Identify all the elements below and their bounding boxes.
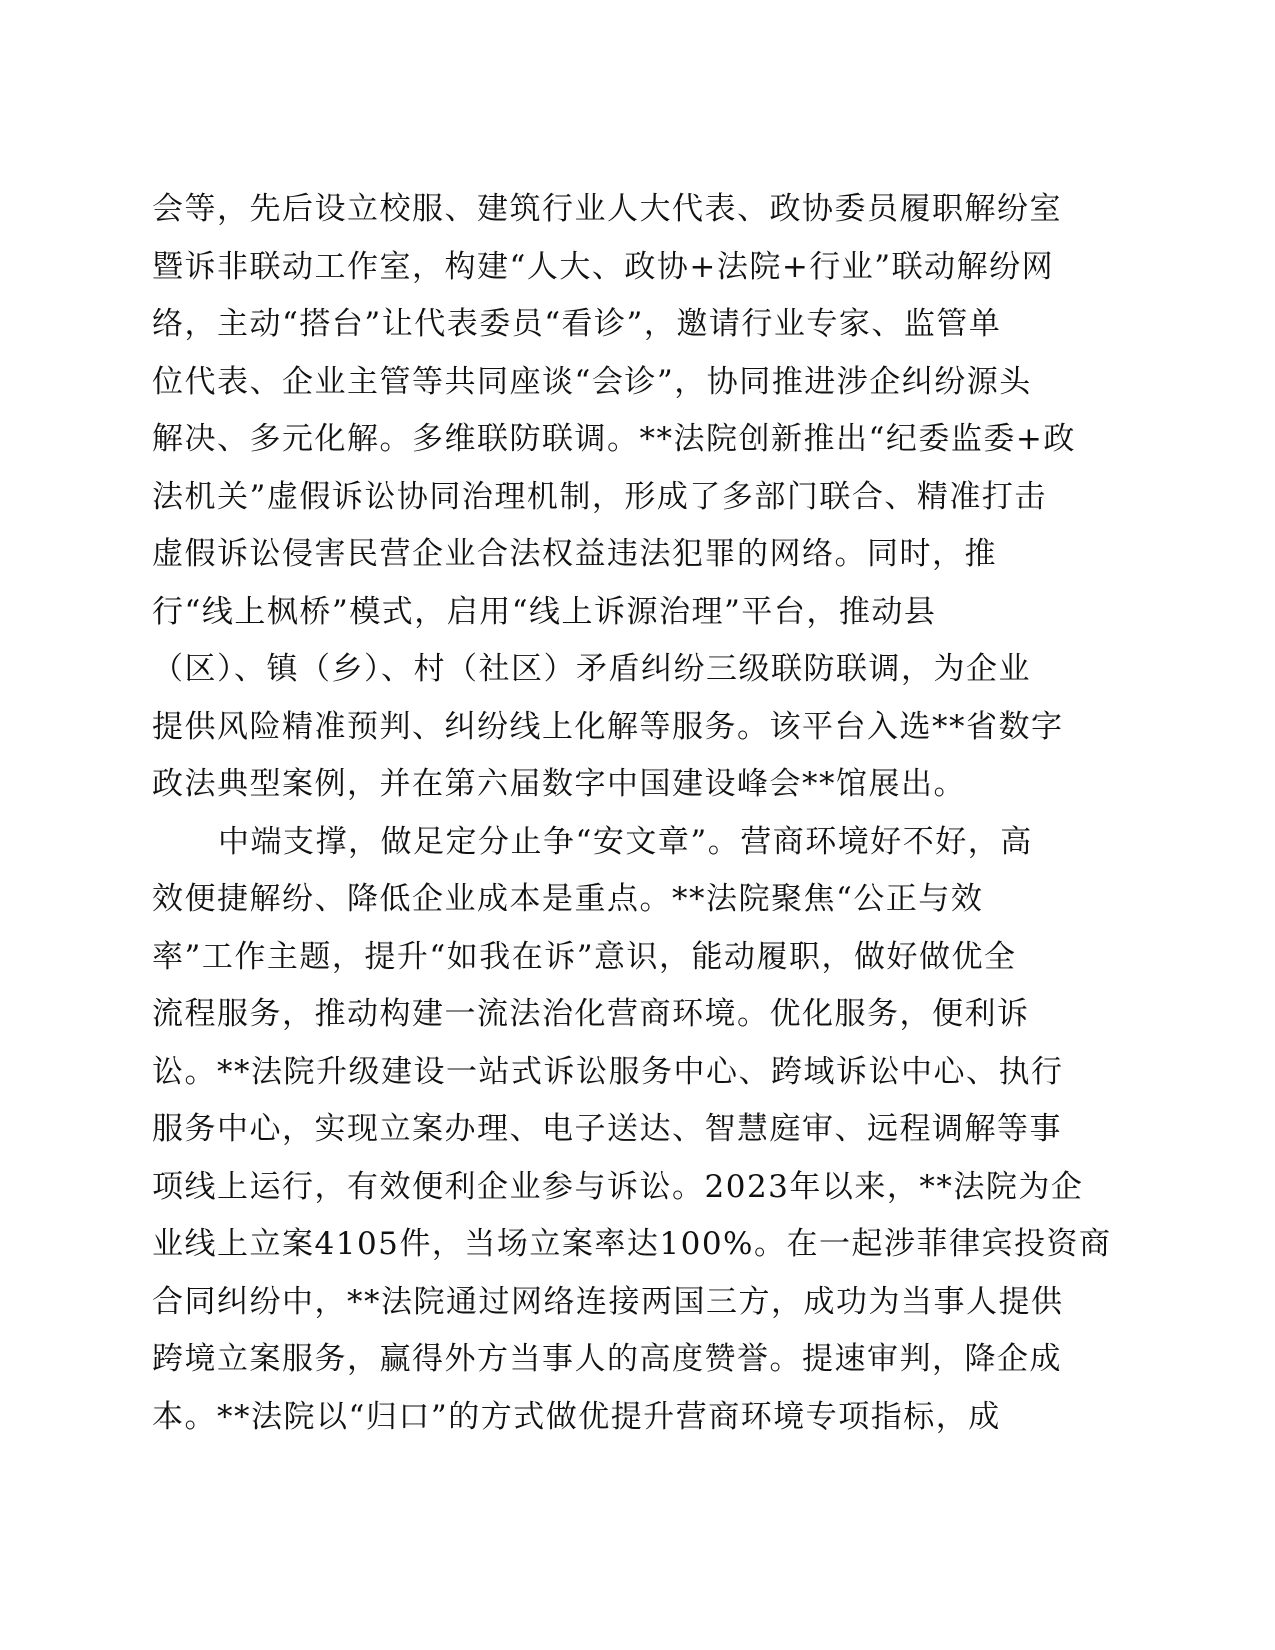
text-line: 提供风险精准预判、纠纷线上化解等服务。该平台入选**省数字 xyxy=(152,708,1064,745)
text-line: 行“线上枫桥”模式，启用“线上诉源治理”平台，推动县 xyxy=(152,593,937,630)
text-line: 流程服务，推动构建一流法治化营商环境。优化服务，便利诉 xyxy=(152,996,1030,1032)
text-line: 络，主动“搭台”让代表委员“看诊”，邀请行业专家、监管单 xyxy=(152,306,1002,342)
text-line: 项线上运行，有效便利企业参与诉讼。2023年以来，**法院为企 xyxy=(152,1168,1084,1205)
text-line: 合同纠纷中，**法院通过网络连接两国三方，成功为当事人提供 xyxy=(152,1283,1064,1320)
text-line: 率”工作主题，提升“如我在诉”意识，能动履职，做好做优全 xyxy=(152,938,1017,975)
text-line: （区）、镇（乡）、村（社区）矛盾纠纷三级联防联调，为企业 xyxy=(152,651,1031,687)
text-line: 服务中心，实现立案办理、电子送达、智慧庭审、远程调解等事 xyxy=(152,1111,1062,1147)
text-line: 本。**法院以“归口”的方式做优提升营商环境专项指标，成 xyxy=(152,1398,1001,1435)
text-line: 暨诉非联动工作室，构建“人大、政协+法院+行业”联动解纷网 xyxy=(152,248,1055,285)
text-line: 业线上立案4105件，当场立案率达100%。在一起涉菲律宾投资商 xyxy=(152,1226,1112,1262)
text-line: 解决、多元化解。多维联防联调。**法院创新推出“纪委监委+政 xyxy=(152,421,1076,457)
text-line: 法机关”虚假诉讼协同治理机制，形成了多部门联合、精准打击 xyxy=(152,478,1047,515)
text-line: 讼。**法院升级建设一站式诉讼服务中心、跨域诉讼中心、执行 xyxy=(152,1053,1064,1090)
paragraph-start-line: 中端支撑，做足定分止争“安文章”。营商环境好不好，高 xyxy=(218,823,1033,860)
text-line: 虚假诉讼侵害民营企业合法权益违法犯罪的网络。同时，推 xyxy=(152,536,997,572)
text-line: 位代表、企业主管等共同座谈“会诊”，协同推进涉企纠纷源头 xyxy=(152,363,1032,400)
text-line: 跨境立案服务，赢得外方当事人的高度赞誉。提速审判，降企成 xyxy=(152,1341,1062,1377)
text-line: 会等，先后设立校服、建筑行业人大代表、政协委员履职解纷室 xyxy=(152,191,1062,227)
body-text xyxy=(152,181,1112,1446)
text-line: 政法典型案例，并在第六届数字中国建设峰会**馆展出。 xyxy=(152,766,966,802)
text-line: 效便捷解纷、降低企业成本是重点。**法院聚焦“公正与效 xyxy=(152,881,984,917)
